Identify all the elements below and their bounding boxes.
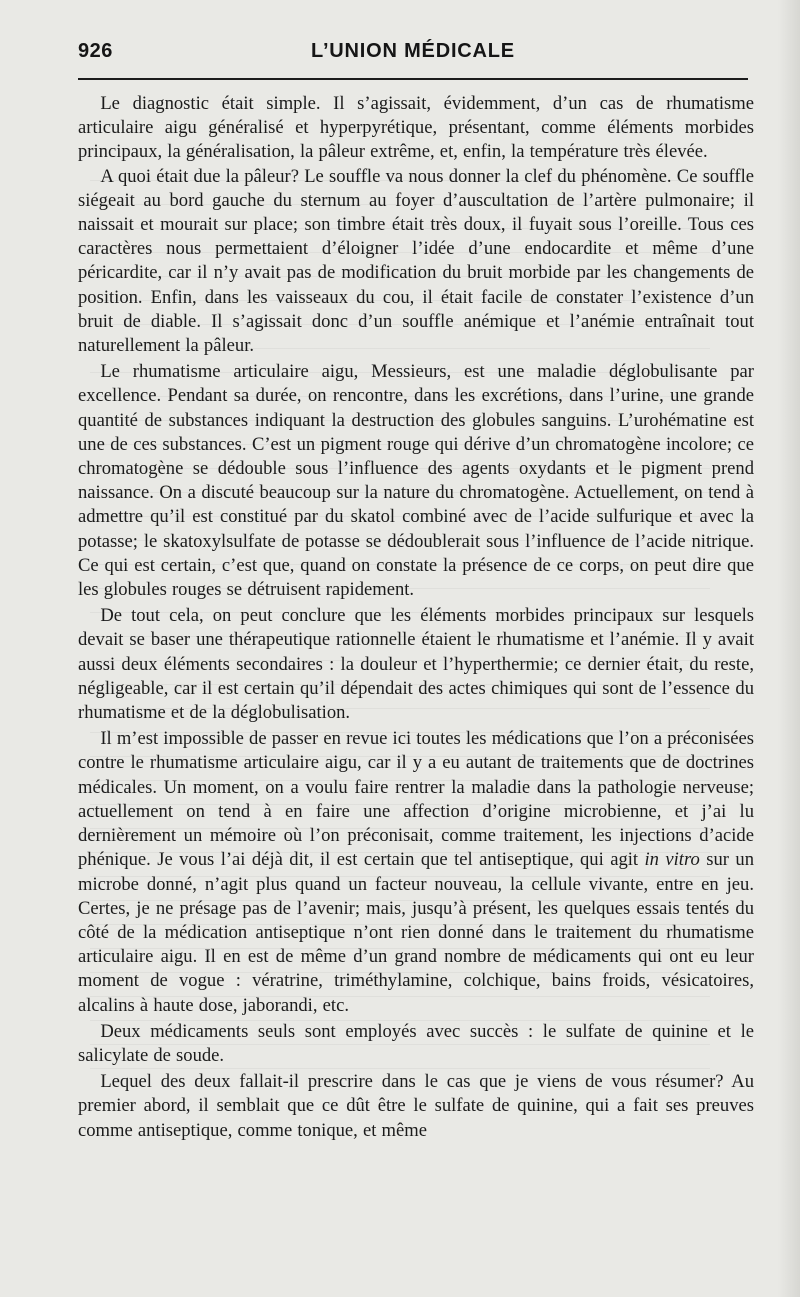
in-vitro-italic: in vitro	[644, 849, 700, 871]
page-edge-shadow	[778, 0, 800, 1297]
paragraph-rheumatism: Le rhumatisme articulaire aigu, Messieurs, est une maladie déglobulisante par excellence. Pendant sa durée, on rencontre, dans les excrétions, dans l’urine, une grande quantité de substances indiquant la destruction des globules sanguins. L’urohématine est une de ces substances. C’est un pigment rouge qui dérive d’un chromatogène incolore; ce chromatogène se dédouble sous l’influence des agents oxydants et le pigment prend naissance. On a discuté beaucoup sur la nature du chromatogène. Actuellement, on tend à admettre qu’il est constitué par du skatol combiné avec de l’acide sulfurique et avec la potasse; le skatoxylsulfate de potasse se dédoublerait sous l’influence de l’acide nitrique. Ce qui est certain, c’est que, quand on constate la présence de ce corps, on peut dire que les globules rouges se détruisent rapidement.	[78, 361, 754, 601]
paragraph-two-medicines: Deux médicaments seuls sont employés avec succès : le sulfate de quinine et le salicylate de soude.	[78, 1020, 754, 1066]
journal-title: L’UNION MÉDICALE	[311, 40, 515, 62]
paragraph-which-one: Lequel des deux fallait-il prescrire dans le cas que je viens de vous résumer? Au premier abord, il semblait que ce dût être le sulfate de quinine, qui a fait ses preuves comme antiseptique, comme tonique, et même	[78, 1071, 754, 1141]
medications-text-start: Il m’est impossible de passer en revue ici toutes les médications que l’on a préconisées contre le rhumatisme articulaire aigu, car il y a eu autant de traitements que de doctrines médicales. Un moment, on a voulu faire rentrer la maladie dans la pathologie nerveuse; actuellement on tend à en faire une affection d’origine microbienne, et j’ai lu dernièrement un mémoire où l’on préconisait, comme traitement, les injections d’acide phénique. Je vous l’ai déjà dit, il est certain que tel antiseptique, qui agit	[78, 728, 754, 871]
paragraph-diagnosis: Le diagnostic était simple. Il s’agissait, évidemment, d’un cas de rhumatisme articulaire aigu généralisé et hyperpyrétique, présentant, comme éléments morbides principaux, la généralisation, la pâleur extrême, et, enfin, la température très élevée.	[78, 93, 754, 163]
paragraph-medications	[78, 727, 754, 1017]
body-text	[78, 92, 754, 1143]
running-header	[78, 40, 748, 74]
medications-text-end: sur un microbe donné, n’agit plus quand un facteur nouveau, la cellule vivante, entre en jeu. Certes, je ne présage pas de l’avenir; mais, jusqu’à présent, les quelques essais tentés du côté de la médication antiseptique n’ont rien donné dans le traitement du rhumatisme articulaire aigu. Il en est de même d’un grand nombre de médicaments qui ont eu leur moment de vogue : vératrine, triméthylamine, colchique, bains froids, vésicatoires, alcalins à haute dose, jaborandi, etc.	[78, 849, 754, 1016]
paragraph-pallor: A quoi était due la pâleur? Le souffle va nous donner la clef du phénomène. Ce souffle siégeait au bord gauche du sternum au foyer d’auscultation de l’artère pulmonaire; il naissait et mourait sur place; son timbre était très doux, il fuyait sous l’oreille. Tous ces caractères nous permettaient d’éloigner l’idée d’une endocardite et même d’une péricardite, car il n’y avait pas de modification du bruit morbide par les changements de position. Enfin, dans les vaisseaux du cou, il était facile de constater l’existence d’un bruit de diable. Il s’agissait donc d’un souffle anémique et l’anémie entraînait tout naturellement la pâleur.	[78, 165, 754, 357]
header-rule	[78, 78, 748, 80]
paragraph-conclusion: De tout cela, on peut conclure que les éléments morbides principaux sur lesquels devait se baser une thérapeutique rationnelle étaient le rhumatisme et l’anémie. Il y avait aussi deux éléments secondaires : la douleur et l’hyperthermie; ce dernier était, du reste, négligeable, car il est certain qu’il dépendait des actes chimiques qui sont de l’essence du rhumatisme et de la déglobulisation.	[78, 605, 754, 724]
page-number: 926	[78, 40, 113, 62]
